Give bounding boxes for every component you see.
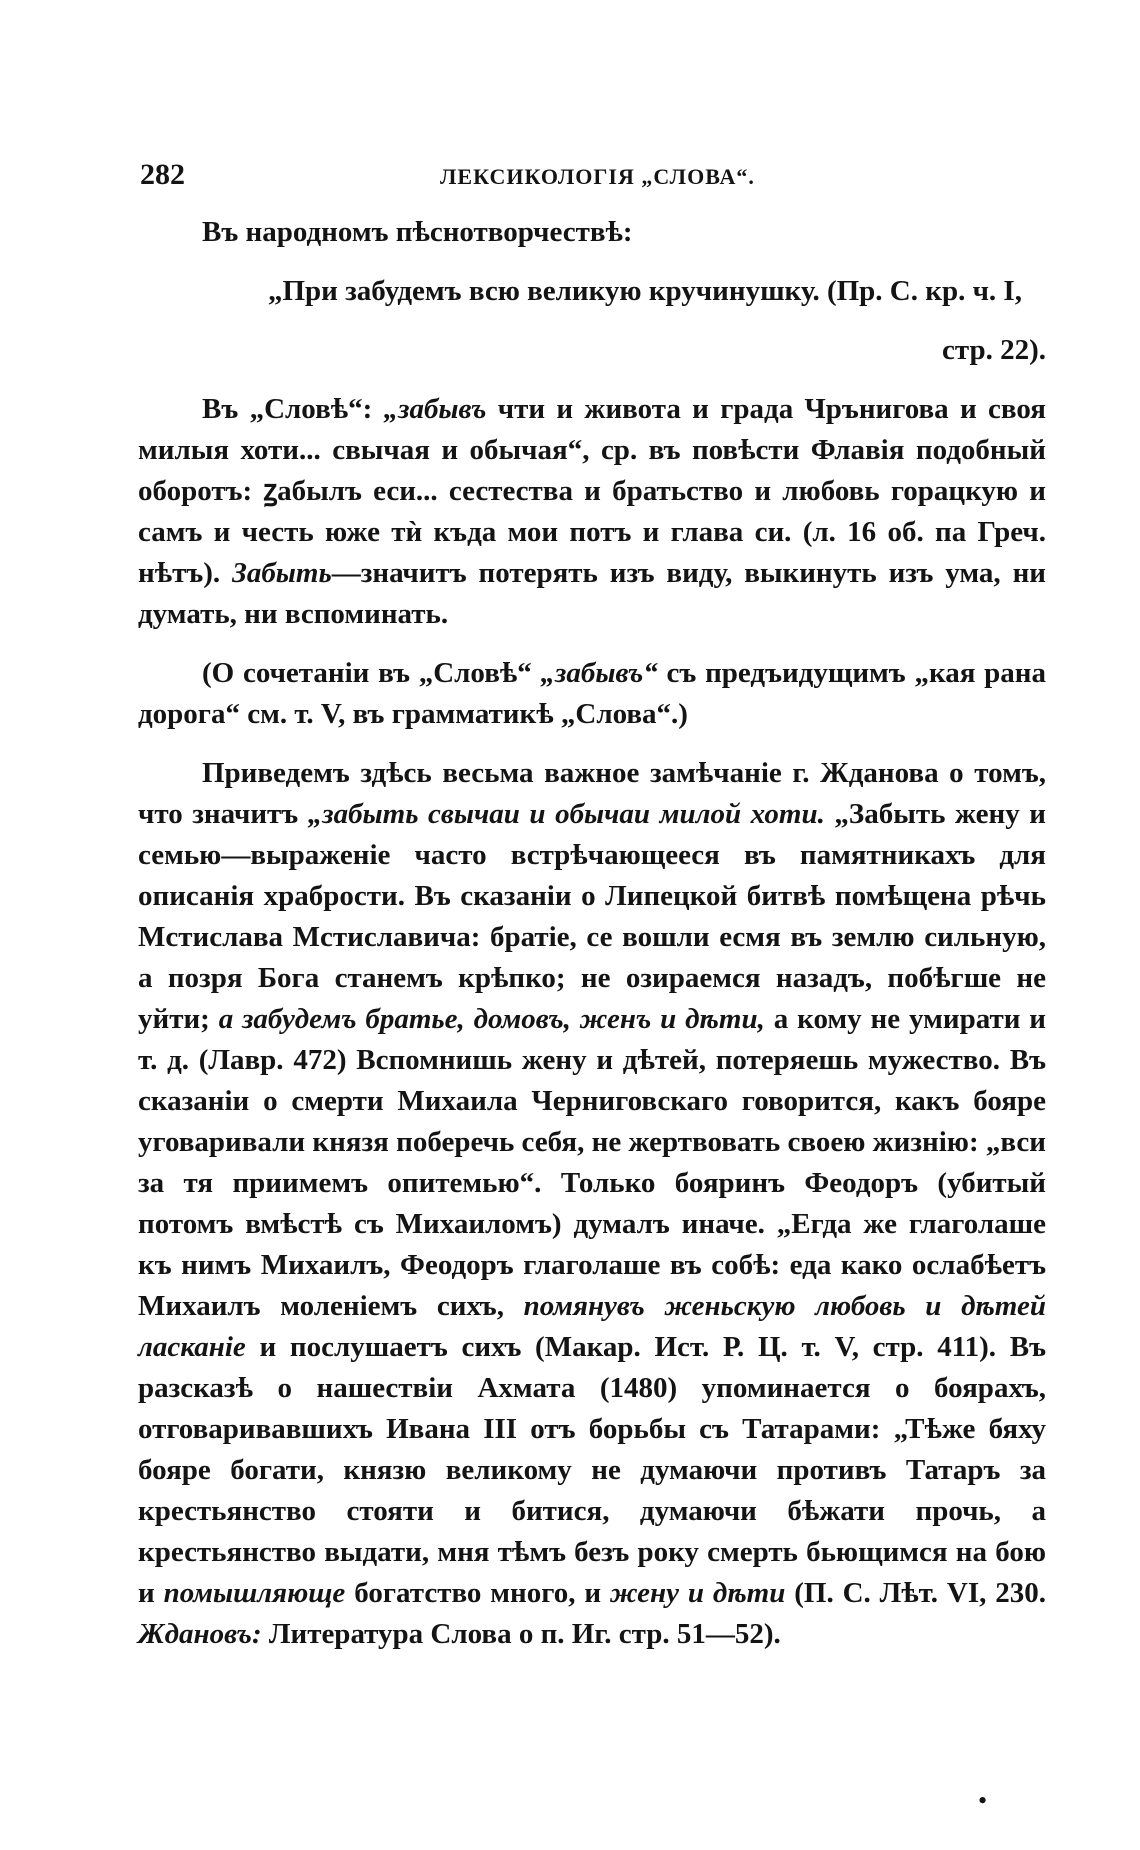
paragraph-slovo: Въ „Словѣ“: „забывъ чти и живота и града Чрънигова и своя милыя хоти... свычая и обычая“, ср. въ повѣсти Флавія подобный оборотъ: ꙁабылъ еси... сестества и братьство и любовь горацкую и самъ и честь юже тѝ къда мои потъ и глава си. (л. 16 об. па Греч. нѣтъ). Забыть—значитъ потерять изъ виду, выкинуть изъ ума, ни думать, ни вспоминать.: [138, 393, 1046, 630]
footer-mark: •: [978, 1786, 988, 1815]
page-header: [140, 158, 860, 198]
running-title: ЛЕКСИКОЛОГІЯ „СЛОВА“.: [440, 164, 755, 189]
page-number: 282: [140, 158, 185, 191]
folk-quote: „При забудемъ всю великую кручинушку. (Пр. С. кр. ч. I,: [268, 275, 1022, 307]
body-text: [138, 212, 1046, 1655]
paragraph-zhdanov: Приведемъ здѣсь весьма важное замѣчаніе г. Жданова о томъ, что значитъ „забыть свычаи и обычаи милой хоти. „Забыть жену и семью—выраженіе часто встрѣчающееся въ памятникахъ для описанія храбрости. Въ сказаніи о Липецкой битвѣ помѣщена рѣчь Мстислава Мстиславича: братіе, се вошли есмя въ землю сильную, а позря Бога станемъ крѣпко; не озираемся назадъ, побѣгше не уйти; а забудемъ братье, домовъ, женъ и дѣти, а кому не умирати и т. д. (Лавр. 472) Вспомнишь жену и дѣтей, потеряешь мужество. Въ сказаніи о смерти Михаила Черниговскаго говорится, какъ бояре уговаривали князя поберечь себя, не жертвовать своею жизнію: „вси за тя приимемъ опитемью“. Только бояринъ Феодоръ (убитый потомъ вмѣстѣ съ Михаиломъ) думалъ иначе. „Егда же глаголаше къ нимъ Михаилъ, Феодоръ глаголаше въ собѣ: еда како ослабѣетъ Михаилъ моленіемъ сихъ, помянувъ женьскую любовь и дѣтей ласканіе и послушаетъ сихъ (Макар. Ист. Р. Ц. т. V, стр. 411). Въ разсказѣ о нашествіи Ахмата (1480) упоминается о боярахъ, отговаривавшихъ Ивана III отъ борьбы съ Татарами: „Тѣже бяху бояре богати, князю великому не думаючи противъ Татаръ за крестьянство стояти и битися, думаючи бѣжати прочь, а крестьянство выдати, мня тѣмъ безъ року смерть бьющимся на бою и помышляюще богатство много, и жену и дѣти (П. С. Лѣт. VI, 230. Ждановъ: Литература Слова о п. Иг. стр. 51—52).: [138, 757, 1047, 1650]
folk-quote-ref: стр. 22).: [941, 334, 1046, 366]
paragraph-grammar-ref: (О сочетаніи въ „Словѣ“ „забывъ“ съ предъидущимъ „кая рана дорога“ см. т. V, въ грамматикѣ „Слова“.): [138, 657, 1046, 730]
intro-line: Въ народномъ пѣснотворчествѣ:: [202, 216, 633, 248]
